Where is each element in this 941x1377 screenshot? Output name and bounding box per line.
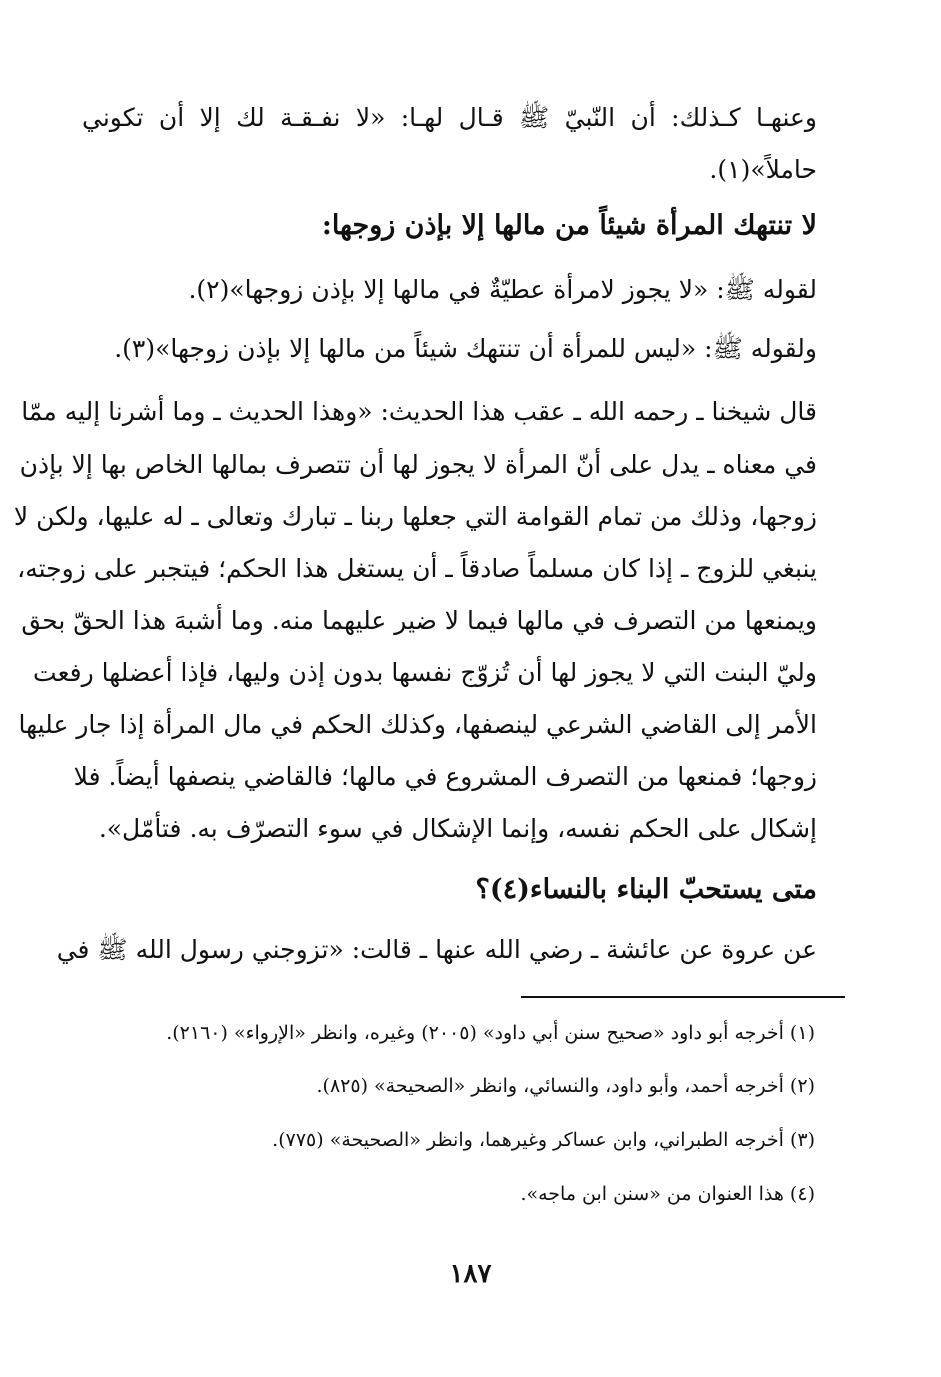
section-heading: متى يستحبّ البناء بالنساء(٤)؟ <box>475 874 817 905</box>
footnote: (٢) أخرجه أحمد، وأبو داود، والنسائي، وانظر «الصحيحة» (٨٢٥). <box>316 1075 815 1097</box>
paragraph-line: حاملاً»(١). <box>709 155 817 184</box>
paragraph-line: ويمنعها من التصرف في مالها فيما لا ضير عليهما منه. وما أشبهَ هذا الحقّ بحق <box>21 606 817 635</box>
section-heading: لا تنتهك المرأة شيئاً من مالها إلا بإذن زوجها: <box>321 210 817 241</box>
paragraph-line: ينبغي للزوج ـ إذا كان مسلماً صادقاً ـ أن يستغل هذا الحكم؛ فيتجبر على زوجته، <box>17 554 817 583</box>
paragraph-line: عن عروة عن عائشة ـ رضي الله عنها ـ قالت: «تزوجني رسول الله ﷺ في <box>56 935 817 964</box>
footnote: (٤) هذا العنوان من «سنن ابن ماجه». <box>520 1183 815 1205</box>
paragraph-line: وليّ البنت التي لا يجوز لها أن تُزوّج نفسها بدون إذن وليها، فإذا أعضلها رفعت <box>33 658 817 687</box>
hadith-line: لقوله ﷺ: «لا يجوز لامرأة عطيّةٌ في مالها إلا بإذن زوجها»(٢). <box>188 275 817 304</box>
footnote-separator <box>521 996 845 998</box>
paragraph-line: إشكال على الحكم نفسه، وإنما الإشكال في سوء التصرّف به. فتأمّل». <box>98 814 817 843</box>
footnote: (١) أخرجه أبو داود «صحيح سنن أبي داود» (٢٠٠٥) وغيره، وانظر «الإرواء» (٢١٦٠). <box>166 1022 815 1044</box>
paragraph-line: في معناه ـ يدل على أنّ المرأة لا يجوز لها أن تتصرف بمالها الخاص بها إلا بإذن <box>19 450 817 479</box>
paragraph-line: الأمر إلى القاضي الشرعي لينصفها، وكذلك الحكم في مال المرأة إذا جار عليها <box>18 710 817 739</box>
paragraph-line: زوجها؛ فمنعها من التصرف المشروع في مالها؛ فالقاضي ينصفها أيضاً. فلا <box>73 762 817 791</box>
paragraph-line: قال شيخنا ـ رحمه الله ـ عقب هذا الحديث: «وهذا الحديث ـ وما أشرنا إليه ممّا <box>21 397 817 426</box>
paragraph-line: وعنهـا كـذلك: أن النّبيّ ﷺ قـال لهـا: «لا نفـقـة لك إلا أن تكوني <box>82 103 817 132</box>
page-number: ١٨٧ <box>449 1259 492 1289</box>
paragraph-line: زوجها، وذلك من تمام القوامة التي جعلها ربنا ـ تبارك وتعالى ـ له عليها، ولكن لا <box>13 502 817 531</box>
footnote: (٣) أخرجه الطبراني، وابن عساكر وغيرهما، وانظر «الصحيحة» (٧٧٥). <box>272 1129 815 1151</box>
hadith-line: ولقوله ﷺ: «ليس للمرأة أن تنتهك شيئاً من مالها إلا بإذن زوجها»(٣). <box>114 334 817 363</box>
